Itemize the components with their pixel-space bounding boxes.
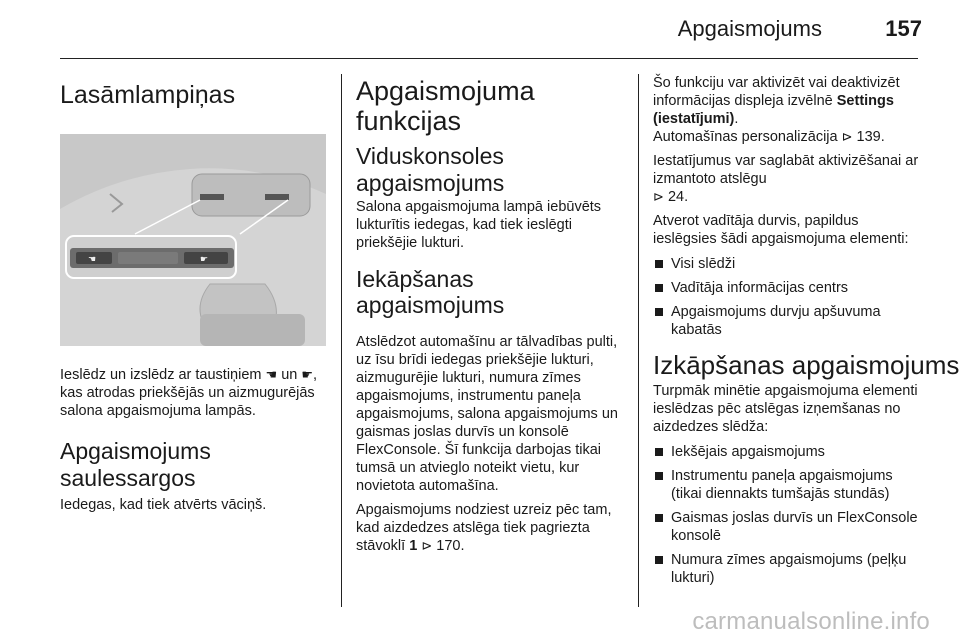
- settings-paragraph: Šo funkciju var aktivizēt vai deaktivizēt informācijas displeja izvēlnē Settings (iestatījumi). Automašīnas personalizācija ⊳ 139.: [653, 75, 900, 145]
- column-divider-1: [341, 74, 342, 607]
- column-divider-2: [638, 74, 639, 607]
- reading-lamp-illustration: [60, 134, 326, 346]
- sun-visor-paragraph: Iedegas, kad tiek atvērts vāciņš.: [60, 497, 267, 514]
- list-item: Iekšējais apgaismojums: [653, 443, 921, 461]
- reading-lamp-paragraph: Ieslēdz un izslēdz ar taustiņiem ☚ un ☛, kas atrodas priekšējās un aizmugurējās salona apgaismojuma lampās.: [60, 367, 318, 419]
- list-item: Visi slēdži: [653, 255, 921, 273]
- entry-light-off-paragraph: Apgaismojums nodziest uzreiz pēc tam, kad aizdedzes atslēga tiek pagriezta stāvoklī 1 ⊳ 170.: [356, 502, 612, 555]
- list-item: Apgaismojums durvju apšuvuma kabatās: [653, 303, 921, 339]
- list-item: Gaismas joslas durvīs un FlexConsole konsolē: [653, 509, 921, 545]
- svg-text:☛: ☛: [200, 255, 209, 265]
- section-heading: Izkāpšanas apgaismojums: [653, 350, 960, 380]
- door-light-list: [653, 255, 921, 339]
- entry-light-paragraph: Atslēdzot automašīnu ar tālvadības pulti, uz īsu brīdi iedegas priekšējie lukturi, aizmugurējie lukturi, numura zīmes apgaismojums, instrumentu paneļa apgaismojums, salona apgaismojums un gaismas joslas durvīs un konsolē FlexConsole. Šī funkcija darbojas tikai tumsā un atvieglo noteikt vietu, kur novietota automašīna.: [356, 334, 618, 495]
- subsection-heading: Iekāpšanas apgaismojums: [356, 265, 505, 319]
- key-settings-paragraph: Iestatījumus var saglabāt aktivizēšanai ar izmantoto atslēgu ⊳ 24.: [653, 153, 919, 205]
- console-light-paragraph: Salona apgaismojuma lampā iebūvēts lukturītis iedegas, kad tiek ieslēgti priekšējie lukturi.: [356, 198, 602, 251]
- exit-light-list: [653, 443, 921, 587]
- header-rule: [60, 58, 918, 59]
- list-item: Numura zīmes apgaismojums (peļķu lukturi): [653, 551, 921, 587]
- section-heading: Lasāmlampiņas: [60, 81, 236, 109]
- reference-arrow-icon: ⊳: [421, 538, 433, 554]
- column-2: [356, 74, 618, 555]
- door-open-paragraph: Atverot vadītāja durvis, papildus ieslēgsies šādi apgaismojuma elementi:: [653, 213, 909, 247]
- reference-arrow-icon: ⊳: [841, 129, 853, 144]
- column-1: [60, 74, 326, 514]
- page-number: 157: [885, 16, 922, 41]
- list-item: Instrumentu paneļa apgaismojums (tikai diennakts tumšajās stundās): [653, 467, 921, 503]
- svg-text:☚: ☚: [88, 255, 97, 265]
- section-heading: Apgaismojuma funkcijas: [356, 76, 535, 136]
- watermark: carmanualsonline.info: [692, 608, 930, 635]
- settings-menu-label: Settings (iestatījumi): [653, 93, 894, 127]
- reference-arrow-icon: ⊳: [653, 189, 664, 204]
- exit-light-paragraph: Turpmāk minētie apgaismojuma elementi ieslēdzas pēc atslēgas izņemšanas no aizdedzes slēdža:: [653, 382, 918, 435]
- list-item: Vadītāja informācijas centrs: [653, 279, 921, 297]
- reading-lamp-drawing: [60, 134, 326, 346]
- column-3: [653, 74, 960, 593]
- subsection-heading: Viduskonsoles apgaismojums: [356, 143, 505, 197]
- reading-lamp-right-icon: ☛: [301, 367, 314, 382]
- reading-lamp-left-icon: ☚: [265, 367, 278, 382]
- section-heading: Apgaismojums saulessargos: [60, 438, 211, 491]
- header-title: Apgaismojums: [677, 16, 822, 41]
